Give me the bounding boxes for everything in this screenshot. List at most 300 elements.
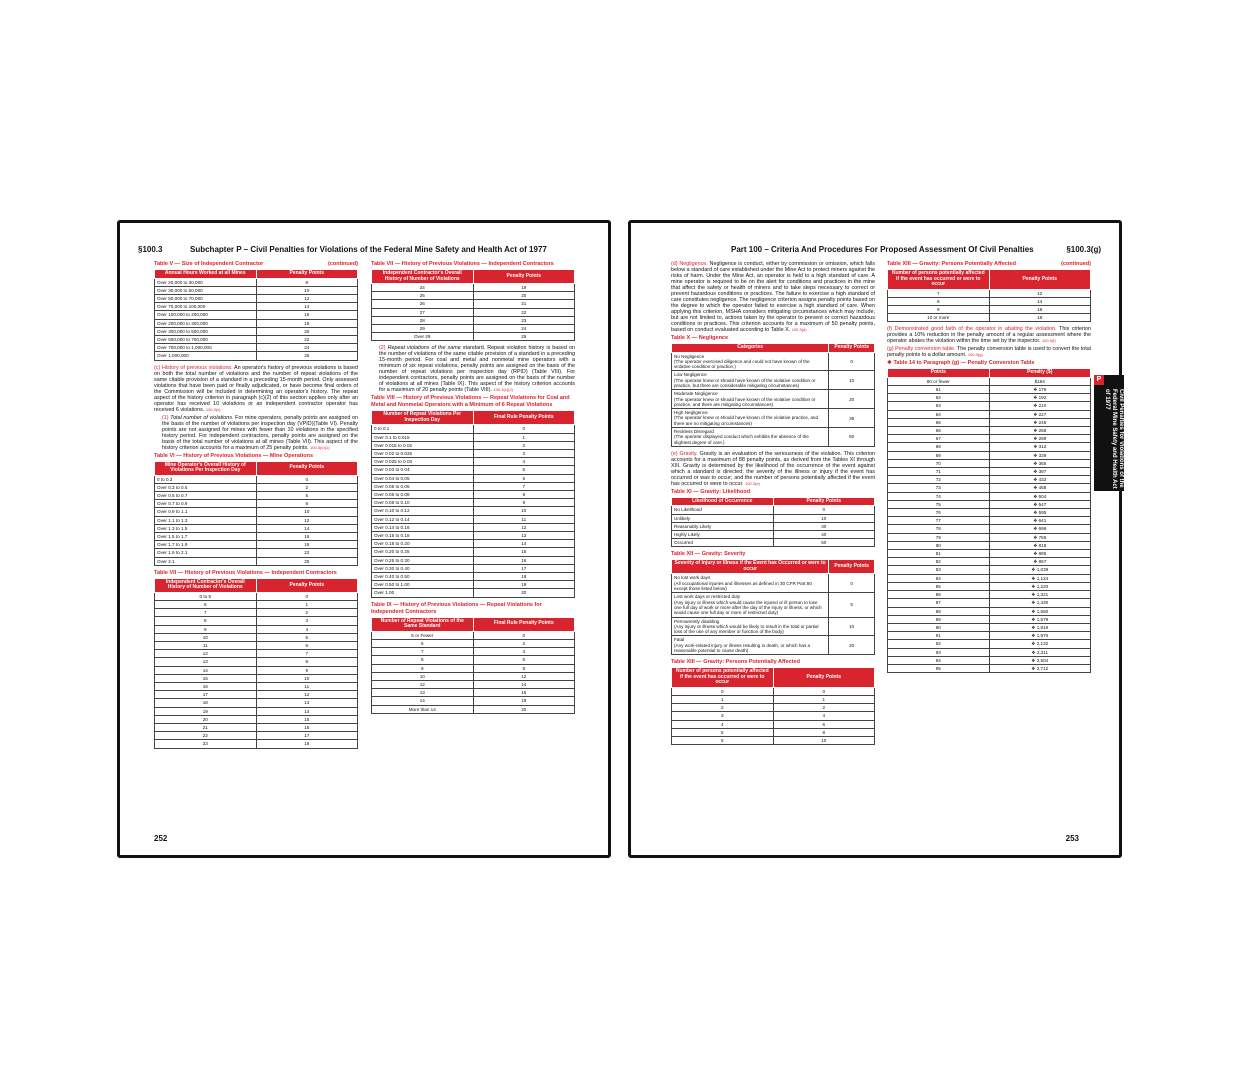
table-cell xyxy=(773,704,875,712)
row-label: 73 xyxy=(935,485,941,491)
row-label: 12 xyxy=(419,681,425,687)
table-cell xyxy=(888,402,990,410)
row-label: 3 xyxy=(720,713,724,719)
column-header: Penalty Points xyxy=(773,497,875,506)
row-label: 80 xyxy=(935,542,941,548)
row-value: 755 xyxy=(1038,534,1047,540)
chapter-tab-label: Civil Penalties for Violations of the Federal Mine Safety and Health Act of 1977 xyxy=(1104,389,1124,489)
diamond-marker-icon: ❖ xyxy=(1031,616,1036,622)
row-label: 79 xyxy=(935,534,941,540)
row-label: 75 xyxy=(935,501,941,507)
table-row xyxy=(888,476,1091,484)
table-row xyxy=(888,410,1091,418)
row-label: Over 0.10 to 0.12 xyxy=(374,508,410,514)
table-cell xyxy=(829,428,875,447)
table-row xyxy=(155,294,358,302)
right-column xyxy=(887,261,1091,677)
table-row xyxy=(888,632,1091,640)
table-row xyxy=(888,314,1091,322)
table-row xyxy=(888,517,1091,525)
table-cell xyxy=(473,689,575,697)
table-cell xyxy=(256,286,358,294)
row-label: 20 xyxy=(202,716,208,722)
table-cell xyxy=(672,636,829,655)
row-value: 17 xyxy=(521,565,527,571)
table-cell xyxy=(473,680,575,688)
table-row xyxy=(372,316,575,324)
table-row xyxy=(888,418,1091,426)
row-value: 40 xyxy=(821,532,827,538)
row-label: Highly Likely xyxy=(674,532,700,538)
table-row xyxy=(672,506,875,514)
row-label: 10 or more xyxy=(927,315,950,321)
table-cell xyxy=(473,564,575,572)
table-cell xyxy=(473,573,575,581)
table-cell xyxy=(773,728,875,736)
row-label: 82 xyxy=(935,559,941,565)
row-label: 14 xyxy=(419,698,425,704)
row-label: 85 xyxy=(935,583,941,589)
row-label: 19 xyxy=(202,708,208,714)
row-value: 1,970 xyxy=(1036,633,1049,639)
diamond-marker-icon: ❖ xyxy=(1033,501,1038,507)
table-cell xyxy=(473,532,575,540)
table-header-row xyxy=(155,270,358,279)
table-cell xyxy=(155,294,257,302)
row-label: 9 xyxy=(936,306,940,312)
table-cell xyxy=(256,541,358,549)
table-cell xyxy=(473,705,575,713)
row-label: 78 xyxy=(935,526,941,532)
table-cell xyxy=(155,508,257,516)
row-label: Over 1.9 to 2.1 xyxy=(157,550,188,556)
row-value: 504 xyxy=(1038,493,1047,499)
table-cell xyxy=(155,278,257,286)
table-cell xyxy=(372,573,474,581)
table-row xyxy=(155,483,358,491)
table-row xyxy=(372,581,575,589)
table-cell xyxy=(888,648,990,656)
column-header: Penalty Points xyxy=(829,344,875,353)
table-cell xyxy=(473,316,575,324)
row-label: Over 300,000 to 500,000 xyxy=(157,328,208,334)
table-row xyxy=(155,319,358,327)
row-label: Over 0.18 to 0.20 xyxy=(374,541,410,547)
table-cell xyxy=(473,450,575,458)
table-cell xyxy=(829,593,875,617)
left-column xyxy=(154,261,358,753)
table-cell xyxy=(256,311,358,319)
table-cell xyxy=(473,581,575,589)
table-cell xyxy=(372,532,474,540)
table-cell xyxy=(672,728,774,736)
row-value: 5 xyxy=(850,602,853,608)
table-cell xyxy=(256,707,358,715)
diamond-marker-icon: ❖ xyxy=(1033,469,1038,475)
column-header: Penalty Points xyxy=(989,270,1091,290)
table-cell xyxy=(773,737,875,745)
category-description: (Any injury or illness which would be likely to result in the total or partial loss of the use of any member or function of the body) xyxy=(674,623,819,635)
diamond-marker-icon: ❖ xyxy=(1033,387,1038,393)
table-row xyxy=(155,691,358,699)
row-label: Over 0.015 to 0.02 xyxy=(374,442,413,448)
row-value: 6 xyxy=(822,721,826,727)
table-row xyxy=(672,574,875,593)
category-name: No lost work days xyxy=(674,575,711,581)
row-label: 77 xyxy=(935,518,941,524)
table-cell xyxy=(372,325,474,333)
table-cell xyxy=(256,625,358,633)
table-header-row xyxy=(155,461,358,475)
table-row xyxy=(155,650,358,658)
table-cell xyxy=(372,680,474,688)
category-name: Reckless Disregard xyxy=(674,429,714,435)
row-value: 1,220 xyxy=(1036,583,1049,589)
page-number: 252 xyxy=(154,834,168,843)
table-cell xyxy=(155,500,257,508)
table-cell xyxy=(256,294,358,302)
row-label: Over 0.40 to 0.50 xyxy=(374,574,410,580)
section-number: §100.3 xyxy=(138,245,163,254)
table-cell xyxy=(256,532,358,540)
table-cell xyxy=(155,724,257,732)
table-row xyxy=(372,482,575,490)
table-v xyxy=(154,269,358,361)
table-row xyxy=(155,707,358,715)
diamond-marker-icon: ❖ xyxy=(1031,608,1036,614)
table-cell xyxy=(473,433,575,441)
table-cell xyxy=(155,319,257,327)
table-cell xyxy=(672,514,774,522)
row-value: 10 xyxy=(849,623,855,629)
table-cell xyxy=(888,533,990,541)
table-cell xyxy=(989,451,1091,459)
row-value: 2 xyxy=(522,442,526,448)
table-cell xyxy=(155,541,257,549)
row-label: 71 xyxy=(935,469,941,475)
table-title: Table XI — Gravity: Likelihood xyxy=(671,488,751,495)
row-value: 10 xyxy=(521,508,527,514)
table-row xyxy=(888,484,1091,492)
table-cell xyxy=(155,732,257,740)
table-cell xyxy=(888,500,990,508)
table-cell xyxy=(888,599,990,607)
row-label: 9 xyxy=(203,626,207,632)
table-cell xyxy=(672,531,774,539)
table-row xyxy=(372,325,575,333)
table-row xyxy=(155,557,358,565)
row-value: 289 xyxy=(1038,436,1047,442)
row-value: 7 xyxy=(522,483,526,489)
row-label: 6 xyxy=(720,738,724,744)
row-value: 12 xyxy=(1037,290,1043,296)
table-cell xyxy=(888,623,990,631)
row-label: Unlikely xyxy=(674,515,691,521)
row-value: 18 xyxy=(304,741,310,747)
table-header-row xyxy=(672,497,875,506)
table-cell xyxy=(372,656,474,664)
diamond-marker-icon: ❖ xyxy=(1033,485,1038,491)
table-cell xyxy=(473,656,575,664)
table-cell xyxy=(372,523,474,531)
column-header: Penalty Points xyxy=(773,668,875,688)
row-value: 5 xyxy=(305,634,309,640)
diamond-marker-icon: ❖ xyxy=(1031,641,1036,647)
table-cell xyxy=(155,666,257,674)
table-cell xyxy=(888,377,990,385)
table-cell xyxy=(672,522,774,530)
table-cell xyxy=(155,483,257,491)
diamond-marker-icon: ❖ xyxy=(1031,600,1036,606)
table-cell xyxy=(773,539,875,547)
table-cell xyxy=(473,474,575,482)
left-page xyxy=(117,220,611,858)
table-cell xyxy=(888,451,990,459)
row-label: 10 xyxy=(202,634,208,640)
row-label: 5 or Fewer xyxy=(411,632,434,638)
diamond-marker-icon: ❖ xyxy=(1033,510,1038,516)
table-cell xyxy=(372,316,474,324)
section-number: §100.3(g) xyxy=(1066,245,1101,254)
row-value: 18 xyxy=(521,574,527,580)
table-row xyxy=(372,689,575,697)
diamond-marker-icon: ❖ xyxy=(1031,592,1036,598)
table-row xyxy=(888,541,1091,549)
row-label: 26 xyxy=(419,301,425,307)
table-row xyxy=(672,539,875,547)
table-row xyxy=(888,574,1091,582)
table-cell xyxy=(256,319,358,327)
table-row xyxy=(372,564,575,572)
row-value: 24 xyxy=(521,326,527,332)
row-value: 696 xyxy=(1038,526,1047,532)
table-row xyxy=(155,286,358,294)
diamond-marker-icon: ❖ xyxy=(1033,493,1038,499)
column-header: Penalty Points xyxy=(256,270,358,279)
category-name: Fatal xyxy=(674,637,685,643)
table-cell xyxy=(372,458,474,466)
category-name: Moderate Negligence xyxy=(674,391,718,397)
table-cell xyxy=(155,352,257,360)
table-cell xyxy=(372,515,474,523)
table-row xyxy=(155,327,358,335)
table-row xyxy=(672,687,875,695)
table-cell xyxy=(256,699,358,707)
row-value: 2,712 xyxy=(1036,665,1049,671)
row-value: 179 xyxy=(1038,387,1047,393)
table-row xyxy=(372,573,575,581)
row-value: 11 xyxy=(521,516,527,522)
table-cell xyxy=(256,740,358,748)
table-cell xyxy=(989,607,1091,615)
row-label: 7 xyxy=(936,290,940,296)
table-row xyxy=(672,514,875,522)
table-row xyxy=(372,639,575,647)
row-label: Over 0.25 to 0.30 xyxy=(374,557,410,563)
row-label: Over 0.9 to 1.1 xyxy=(157,509,188,515)
table-row xyxy=(372,450,575,458)
row-value: 12 xyxy=(304,692,310,698)
table-cell xyxy=(989,289,1091,297)
table-cell xyxy=(256,609,358,617)
diamond-marker-icon: ❖ xyxy=(1033,526,1038,532)
table-row xyxy=(672,617,875,636)
category-name: No Negligence xyxy=(674,353,705,359)
table-cell xyxy=(155,335,257,343)
table-cell xyxy=(672,712,774,720)
table-cell xyxy=(372,433,474,441)
row-value: 25 xyxy=(521,334,527,340)
table-cell xyxy=(473,589,575,597)
table-row xyxy=(888,427,1091,435)
table-row xyxy=(888,451,1091,459)
row-value: 4 xyxy=(522,649,526,655)
table-row xyxy=(155,724,358,732)
table-cell xyxy=(672,593,829,617)
row-value: 8 xyxy=(822,729,826,735)
row-value: 246 xyxy=(1038,419,1047,425)
row-label: 74 xyxy=(935,493,941,499)
table-cell xyxy=(989,394,1091,402)
table-cell xyxy=(473,631,575,639)
table-cell xyxy=(155,311,257,319)
table-cell xyxy=(473,325,575,333)
row-label: Over 200,000 to 300,000 xyxy=(157,320,208,326)
row-value: 16 xyxy=(304,725,310,731)
right-page xyxy=(628,220,1122,858)
table-cell xyxy=(256,715,358,723)
table-cell xyxy=(155,617,257,625)
table-cell xyxy=(672,506,774,514)
row-label: 9 xyxy=(420,665,424,671)
table-vii-continued xyxy=(371,269,575,341)
table-cell xyxy=(888,541,990,549)
row-value: 5 xyxy=(522,467,526,473)
table-row xyxy=(888,599,1091,607)
table-cell xyxy=(372,689,474,697)
table-cell xyxy=(473,466,575,474)
row-value: 12 xyxy=(304,295,310,301)
row-label: 21 xyxy=(202,725,208,731)
table-cell xyxy=(155,592,257,600)
table-cell xyxy=(372,548,474,556)
column-header: Independent Contractor's Overall History of Number of Violations xyxy=(155,578,257,592)
row-label: 4 xyxy=(720,721,724,727)
table-cell xyxy=(888,418,990,426)
table-cell xyxy=(155,707,257,715)
table-row xyxy=(155,641,358,649)
table-cell xyxy=(473,425,575,433)
table-cell xyxy=(256,557,358,565)
row-value: 6 xyxy=(522,475,526,481)
page-title: Subchapter P – Civil Penalties for Violations of the Federal Mine Safety and Health Act of 1977 xyxy=(190,245,547,254)
column-header: Number of persons potentially affected if the event has occurred or were to occur xyxy=(672,668,774,688)
table-cell xyxy=(672,539,774,547)
table-row xyxy=(372,532,575,540)
row-label: 13 xyxy=(419,690,425,696)
table-cell xyxy=(989,484,1091,492)
table-cell xyxy=(473,548,575,556)
table-row xyxy=(155,500,358,508)
table-cell xyxy=(989,443,1091,451)
table-cell xyxy=(989,640,1091,648)
table-cell xyxy=(256,500,358,508)
table-cell xyxy=(888,468,990,476)
table-row xyxy=(888,591,1091,599)
table-cell xyxy=(155,532,257,540)
table-cell xyxy=(155,683,257,691)
category-name: Low Negligence xyxy=(674,372,707,378)
table-cell xyxy=(989,468,1091,476)
table-cell xyxy=(989,418,1091,426)
table-row xyxy=(888,509,1091,517)
diamond-marker-icon: ❖ xyxy=(1033,452,1038,458)
diamond-marker-icon: ❖ xyxy=(1033,411,1038,417)
row-label: Over 30,000 to 50,000 xyxy=(157,287,203,293)
row-value: 7 xyxy=(305,651,309,657)
table-row xyxy=(372,515,575,523)
table-row xyxy=(155,732,358,740)
diamond-marker-icon: ❖ xyxy=(1031,657,1036,663)
row-label: Over 500,000 to 700,000 xyxy=(157,336,208,342)
column-header: Number of Repeat Violations Per Inspection Day xyxy=(372,411,474,425)
row-value: 3 xyxy=(305,618,309,624)
table-row xyxy=(888,443,1091,451)
row-value: 13 xyxy=(521,533,527,539)
table-cell xyxy=(989,492,1091,500)
table-row xyxy=(155,683,358,691)
table-row xyxy=(372,648,575,656)
table-row xyxy=(672,352,875,371)
table-row xyxy=(372,656,575,664)
row-value: 12 xyxy=(521,524,527,530)
row-label: 83 xyxy=(935,567,941,573)
table-cell xyxy=(829,352,875,371)
table-cell xyxy=(989,427,1091,435)
table-row xyxy=(672,593,875,617)
table-title: Table VIII — History of Previous Violations — Repeat Violations for Coal and Metal and Nonmetal Operators with a Minimum of 6 Repeat Violations xyxy=(371,395,570,409)
table-cell xyxy=(989,386,1091,394)
table-row xyxy=(155,303,358,311)
table-row xyxy=(155,740,358,748)
table-row xyxy=(888,558,1091,566)
table-cell xyxy=(155,609,257,617)
table-cell xyxy=(989,558,1091,566)
table-cell xyxy=(256,658,358,666)
table-cell xyxy=(256,633,358,641)
row-label: Over 0.30 to 0.40 xyxy=(374,565,410,571)
table-cell xyxy=(256,475,358,483)
diamond-marker-icon: ❖ xyxy=(1031,575,1036,581)
table-cell xyxy=(989,541,1091,549)
table-cell xyxy=(256,327,358,335)
table-row xyxy=(372,631,575,639)
column-header: Penalty Points xyxy=(829,560,875,574)
column-header: Severity of Injury or Illness if the Event has Occurred or were to occur xyxy=(672,560,829,574)
table-cell xyxy=(256,491,358,499)
table-cell xyxy=(372,333,474,341)
row-value: 595 xyxy=(1038,510,1047,516)
table-cell xyxy=(473,664,575,672)
table-cell xyxy=(672,687,774,695)
table-cell xyxy=(829,390,875,409)
row-value: 9 xyxy=(305,667,309,673)
table-cell xyxy=(773,687,875,695)
right-column xyxy=(371,261,575,718)
table-cell xyxy=(155,491,257,499)
row-label: 11 xyxy=(202,642,208,648)
table-cell xyxy=(989,297,1091,305)
